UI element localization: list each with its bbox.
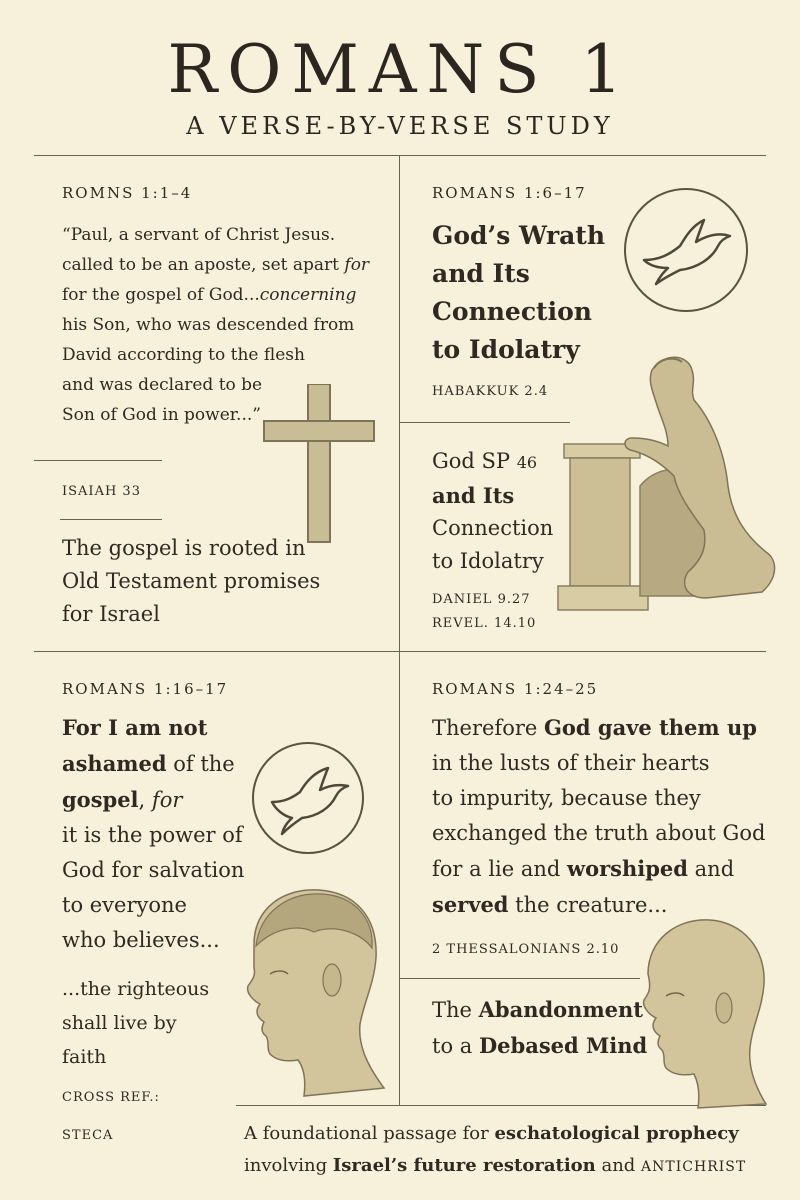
- q2-subheading: God SP 46 and Its Connection to Idolatry: [432, 449, 554, 573]
- q3-reference: ROMANS 1:16–17: [62, 680, 229, 698]
- footer-text: A foundational passage for eschatological prophecy involving Israel’s future restoration and ANTICHRIST: [244, 1123, 747, 1176]
- bald-head-illustration: [620, 912, 770, 1112]
- dove-icon: [624, 188, 748, 312]
- dove-icon: [252, 742, 364, 854]
- q2-rule: [400, 422, 570, 423]
- q3-cross-ref-label: CROSS REF.:: [62, 1090, 160, 1105]
- q3-cross-ref-value: STECA: [62, 1128, 114, 1143]
- q1-quote-line-7: Son of God in power...”: [62, 405, 261, 425]
- q1-cross-reference: ISAIAH 33: [62, 484, 141, 499]
- profile-head-illustration: [214, 884, 394, 1104]
- divider-top: [34, 155, 766, 156]
- q1-quote-line-4: his Son, who was descended from: [62, 315, 355, 335]
- q1-quote-line-5: David according to the flesh: [62, 345, 305, 365]
- kneeling-figure-illustration: [556, 346, 788, 616]
- q4-abandonment: The Abandonment to a Debased Mind: [432, 997, 648, 1058]
- q2-reference: ROMANS 1:6–17: [432, 184, 587, 202]
- q4-rule: [400, 978, 640, 979]
- cross-icon: [262, 384, 376, 544]
- q1-rule-2: [60, 519, 162, 520]
- q4-verse: Therefore God gave them up in the lusts of their hearts to impurity, because they exchanged the truth about God for a lie and worshiped and served the creature...: [432, 715, 766, 917]
- page-title: ROMANS 1: [167, 31, 633, 108]
- q1-quote-line-6: and was declared to be: [62, 375, 263, 395]
- q3-tail: ...the righteous shall live by faith: [62, 978, 210, 1068]
- q1-note: The gospel is rooted in Old Testament promises for Israel: [62, 536, 321, 626]
- divider-middle: [34, 651, 766, 652]
- q1-reference: ROMNS 1:1–4: [62, 184, 193, 202]
- q1-rule-1: [34, 460, 162, 461]
- q2-heading: God’s Wrath and Its Connection to Idolatry: [432, 221, 606, 364]
- q2-references: DANIEL 9.27 REVEL. 14.10: [432, 592, 537, 631]
- q4-reference: ROMANS 1:24–25: [432, 680, 599, 698]
- page-subtitle: A VERSE-BY-VERSE STUDY: [186, 112, 614, 140]
- q1-quote-line-2: called to be an aposte, set apart for: [62, 255, 370, 275]
- divider-vertical: [399, 155, 400, 1105]
- q4-cross-reference: 2 THESSALONIANS 2.10: [432, 942, 620, 957]
- q1-quote-line-1: “Paul, a servant of Christ Jesus.: [62, 225, 336, 245]
- q3-verse: For I am not ashamed of the gospel, for it is the power of God for salvation to everyone who believes...: [62, 715, 245, 952]
- q2-cross-reference: HABAKKUK 2.4: [432, 384, 549, 399]
- q1-quote-line-3: for the gospel of God...concerning: [62, 285, 357, 305]
